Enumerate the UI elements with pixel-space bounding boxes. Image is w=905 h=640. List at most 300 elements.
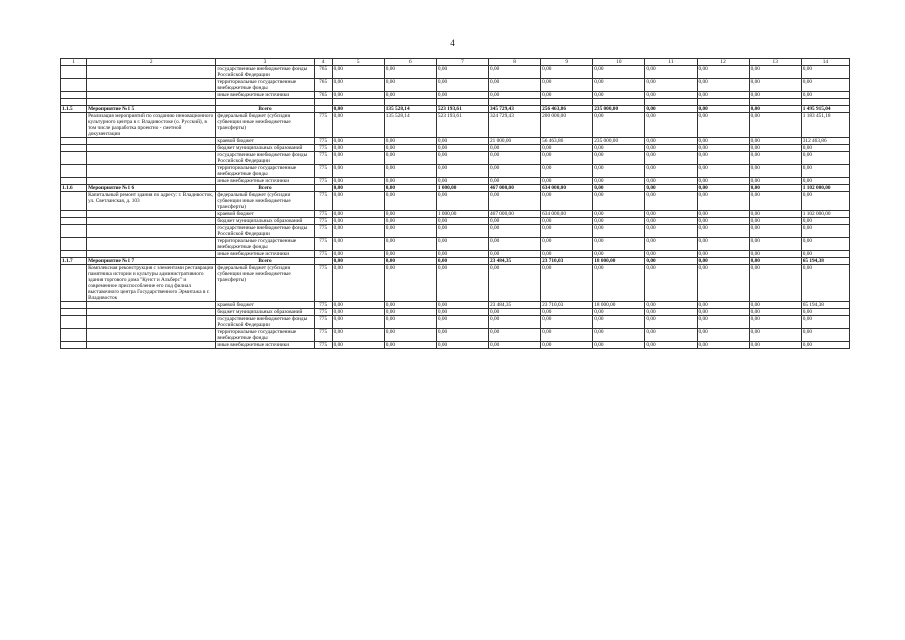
- empty-cell: [332, 99, 384, 106]
- amount-cell: 0,00: [801, 66, 849, 79]
- amount-cell: 0,00: [801, 238, 849, 251]
- amount-cell: 0,00: [749, 225, 801, 238]
- item-number-cell: [61, 309, 87, 316]
- amount-cell: 0,00: [593, 309, 645, 316]
- amount-cell: 0,00: [384, 302, 436, 309]
- item-number-cell: [61, 192, 87, 211]
- amount-cell: 0,00: [384, 211, 436, 218]
- total-row: [61, 185, 850, 192]
- amount-cell: 0,00: [541, 192, 593, 211]
- amount-cell: 0,00: [436, 238, 488, 251]
- amount-cell: 0,00: [332, 329, 384, 342]
- table-row: [61, 225, 850, 238]
- item-name-cell: [87, 342, 216, 349]
- executor-code-cell: 765: [314, 79, 332, 92]
- amount-cell: 0,00: [593, 211, 645, 218]
- amount-cell: 135 528,14: [384, 113, 436, 138]
- item-number-cell: [61, 251, 87, 258]
- item-number-cell: [61, 92, 87, 99]
- executor-code-cell: 775: [314, 329, 332, 342]
- item-number-cell: [61, 211, 87, 218]
- funding-source-cell: федеральный бюджет (субсидии субвенции иные межбюджетные трансферты): [216, 192, 314, 211]
- amount-cell: 0,00: [801, 225, 849, 238]
- amount-cell: 0,00: [436, 178, 488, 185]
- amount-cell: 0,00: [593, 192, 645, 211]
- spacer-row: [61, 99, 850, 106]
- table-row: [61, 113, 850, 138]
- funding-source-cell: федеральный бюджет (субсидии субвенции иные межбюджетные трансферты): [216, 265, 314, 302]
- amount-cell: 0,00: [332, 145, 384, 152]
- amount-cell: 0,00: [697, 178, 749, 185]
- amount-cell: 0,00: [749, 178, 801, 185]
- executor-code-cell: [314, 106, 332, 113]
- item-number-cell: [61, 302, 87, 309]
- amount-cell: 0,00: [801, 165, 849, 178]
- amount-cell: 0,00: [749, 92, 801, 99]
- item-number-cell: [61, 329, 87, 342]
- amount-cell: 1 102 000,00: [801, 211, 849, 218]
- table-row: [61, 316, 850, 329]
- amount-cell: 0,00: [436, 265, 488, 302]
- amount-cell: 0,00: [384, 79, 436, 92]
- funding-source-cell: иные внебюджетные источники: [216, 178, 314, 185]
- item-number-cell: [61, 265, 87, 302]
- amount-cell: 0,00: [749, 302, 801, 309]
- amount-cell: 0,00: [749, 316, 801, 329]
- funding-source-cell: государственные внебюджетные фонды Российской Федерации: [216, 316, 314, 329]
- amount-cell: 0,00: [332, 165, 384, 178]
- empty-cell: [436, 99, 488, 106]
- amount-cell: 0,00: [384, 265, 436, 302]
- amount-cell: 235 000,00: [593, 106, 645, 113]
- amount-cell: 23 484,35: [489, 302, 541, 309]
- table-row: [61, 138, 850, 145]
- amount-cell: 0,00: [332, 238, 384, 251]
- amount-cell: 0,00: [489, 329, 541, 342]
- item-number-cell: 1.1.6: [61, 185, 87, 192]
- column-header-12: 12: [697, 59, 749, 66]
- amount-cell: 0,00: [541, 145, 593, 152]
- amount-cell: 0,00: [541, 79, 593, 92]
- amount-cell: 0,00: [801, 178, 849, 185]
- amount-cell: 0,00: [593, 329, 645, 342]
- table-row: [61, 145, 850, 152]
- amount-cell: 0,00: [436, 218, 488, 225]
- item-number-cell: [61, 79, 87, 92]
- executor-code-cell: 765: [314, 92, 332, 99]
- amount-cell: 0,00: [332, 192, 384, 211]
- amount-cell: 0,00: [541, 92, 593, 99]
- amount-cell: 0,00: [645, 178, 697, 185]
- budget-table: [60, 58, 850, 349]
- amount-cell: 0,00: [489, 192, 541, 211]
- item-name-cell: [87, 165, 216, 178]
- column-header-10: 10: [593, 59, 645, 66]
- funding-source-cell: бюджет муниципальных образований: [216, 309, 314, 316]
- item-name-cell: [87, 138, 216, 145]
- amount-cell: 0,00: [749, 192, 801, 211]
- amount-cell: 0,00: [749, 165, 801, 178]
- amount-cell: 0,00: [801, 218, 849, 225]
- funding-source-cell: государственные внебюджетные фонды Российской Федерации: [216, 152, 314, 165]
- amount-cell: 0,00: [436, 258, 488, 265]
- amount-cell: 0,00: [749, 106, 801, 113]
- amount-cell: 0,00: [436, 92, 488, 99]
- table-row: [61, 265, 850, 302]
- empty-cell: [801, 99, 849, 106]
- item-number-cell: 1.1.5: [61, 106, 87, 113]
- amount-cell: 0,00: [645, 211, 697, 218]
- funding-source-cell: территориальные государственные внебюджетные фонды: [216, 329, 314, 342]
- empty-cell: [645, 99, 697, 106]
- amount-cell: 0,00: [697, 113, 749, 138]
- table-row: [61, 238, 850, 251]
- funding-source-cell: краевой бюджет: [216, 211, 314, 218]
- amount-cell: 0,00: [332, 225, 384, 238]
- empty-cell: [314, 99, 332, 106]
- item-name-cell: Мероприятие №1 6: [87, 185, 216, 192]
- amount-cell: 0,00: [593, 178, 645, 185]
- item-number-cell: [61, 316, 87, 329]
- amount-cell: 0,00: [384, 251, 436, 258]
- amount-cell: 0,00: [645, 79, 697, 92]
- amount-cell: 0,00: [436, 251, 488, 258]
- amount-cell: 0,00: [332, 265, 384, 302]
- executor-code-cell: 775: [314, 251, 332, 258]
- amount-cell: 0,00: [749, 152, 801, 165]
- item-name-cell: [87, 218, 216, 225]
- table-row: [61, 302, 850, 309]
- amount-cell: 0,00: [436, 225, 488, 238]
- amount-cell: 0,00: [436, 165, 488, 178]
- column-header-5: 5: [332, 59, 384, 66]
- amount-cell: 0,00: [332, 178, 384, 185]
- amount-cell: 0,00: [332, 251, 384, 258]
- table-row: [61, 66, 850, 79]
- table-row: [61, 165, 850, 178]
- amount-cell: 0,00: [489, 178, 541, 185]
- table-body: [61, 59, 850, 349]
- amount-cell: 0,00: [593, 265, 645, 302]
- amount-cell: 0,00: [801, 251, 849, 258]
- item-number-cell: [61, 178, 87, 185]
- amount-cell: 0,00: [436, 192, 488, 211]
- amount-cell: 0,00: [645, 258, 697, 265]
- amount-cell: 0,00: [332, 258, 384, 265]
- amount-cell: 0,00: [384, 309, 436, 316]
- amount-cell: 18 000,00: [593, 258, 645, 265]
- amount-cell: 0,00: [593, 152, 645, 165]
- funding-source-cell: Всего: [216, 185, 314, 192]
- amount-cell: 0,00: [749, 329, 801, 342]
- table-row: [61, 309, 850, 316]
- amount-cell: 0,00: [749, 185, 801, 192]
- item-name-cell: [87, 152, 216, 165]
- amount-cell: 0,00: [541, 218, 593, 225]
- amount-cell: 0,00: [436, 309, 488, 316]
- item-number-cell: [61, 165, 87, 178]
- amount-cell: 0,00: [593, 113, 645, 138]
- amount-cell: 0,00: [697, 342, 749, 349]
- amount-cell: 0,00: [384, 185, 436, 192]
- amount-cell: 0,00: [645, 185, 697, 192]
- funding-source-cell: иные внебюджетные источники: [216, 342, 314, 349]
- table-row: [61, 192, 850, 211]
- amount-cell: 0,00: [645, 218, 697, 225]
- amount-cell: 0,00: [541, 225, 593, 238]
- empty-cell: [489, 99, 541, 106]
- amount-cell: 0,00: [697, 316, 749, 329]
- amount-cell: 0,00: [384, 152, 436, 165]
- amount-cell: 0,00: [332, 79, 384, 92]
- table-row: [61, 218, 850, 225]
- amount-cell: 0,00: [489, 238, 541, 251]
- empty-cell: [216, 99, 314, 106]
- amount-cell: 0,00: [645, 66, 697, 79]
- table-row: [61, 92, 850, 99]
- amount-cell: 0,00: [489, 225, 541, 238]
- column-header-8: 8: [489, 59, 541, 66]
- amount-cell: 312 463,86: [801, 138, 849, 145]
- amount-cell: 0,00: [697, 218, 749, 225]
- amount-cell: 0,00: [489, 92, 541, 99]
- amount-cell: 0,00: [593, 251, 645, 258]
- item-name-cell: [87, 66, 216, 79]
- executor-code-cell: 775: [314, 316, 332, 329]
- amount-cell: 0,00: [541, 178, 593, 185]
- executor-code-cell: 775: [314, 165, 332, 178]
- column-number-header: [61, 59, 850, 66]
- amount-cell: 0,00: [645, 113, 697, 138]
- item-name-cell: [87, 309, 216, 316]
- amount-cell: 0,00: [749, 79, 801, 92]
- amount-cell: 0,00: [697, 66, 749, 79]
- amount-cell: 0,00: [332, 185, 384, 192]
- executor-code-cell: 775: [314, 138, 332, 145]
- amount-cell: 523 193,61: [436, 113, 488, 138]
- amount-cell: 0,00: [332, 138, 384, 145]
- item-name-cell: [87, 238, 216, 251]
- amount-cell: 1 000,00: [436, 211, 488, 218]
- amount-cell: 0,00: [645, 238, 697, 251]
- amount-cell: 0,00: [645, 106, 697, 113]
- amount-cell: 0,00: [541, 309, 593, 316]
- amount-cell: 0,00: [801, 79, 849, 92]
- item-name-cell: [87, 225, 216, 238]
- table-row: [61, 329, 850, 342]
- amount-cell: 0,00: [697, 106, 749, 113]
- funding-source-cell: федеральный бюджет (субсидии субвенции иные межбюджетные трансферты): [216, 113, 314, 138]
- amount-cell: 0,00: [645, 165, 697, 178]
- amount-cell: 0,00: [749, 238, 801, 251]
- amount-cell: 0,00: [645, 302, 697, 309]
- amount-cell: 200 000,00: [541, 113, 593, 138]
- amount-cell: 0,00: [645, 265, 697, 302]
- amount-cell: 0,00: [541, 329, 593, 342]
- executor-code-cell: 775: [314, 265, 332, 302]
- empty-cell: [749, 99, 801, 106]
- amount-cell: 0,00: [801, 265, 849, 302]
- amount-cell: 0,00: [384, 258, 436, 265]
- amount-cell: 324 729,43: [489, 113, 541, 138]
- amount-cell: 1 183 451,18: [801, 113, 849, 138]
- amount-cell: 256 463,86: [541, 106, 593, 113]
- amount-cell: 0,00: [332, 66, 384, 79]
- amount-cell: 0,00: [436, 316, 488, 329]
- amount-cell: 0,00: [436, 138, 488, 145]
- column-header-6: 6: [384, 59, 436, 66]
- amount-cell: 0,00: [697, 265, 749, 302]
- amount-cell: 0,00: [489, 145, 541, 152]
- amount-cell: 0,00: [645, 225, 697, 238]
- item-name-cell: [87, 251, 216, 258]
- column-header-11: 11: [645, 59, 697, 66]
- item-name-cell: Мероприятие №1 5: [87, 106, 216, 113]
- amount-cell: 0,00: [489, 218, 541, 225]
- column-header-2: 2: [87, 59, 216, 66]
- funding-source-cell: бюджет муниципальных образований: [216, 218, 314, 225]
- amount-cell: 0,00: [332, 92, 384, 99]
- amount-cell: 235 000,00: [593, 138, 645, 145]
- amount-cell: 0,00: [384, 329, 436, 342]
- amount-cell: 0,00: [541, 265, 593, 302]
- amount-cell: 0,00: [384, 165, 436, 178]
- column-header-3: 3: [216, 59, 314, 66]
- amount-cell: 0,00: [332, 211, 384, 218]
- empty-cell: [593, 99, 645, 106]
- amount-cell: 0,00: [697, 145, 749, 152]
- amount-cell: 0,00: [645, 138, 697, 145]
- amount-cell: 0,00: [801, 192, 849, 211]
- amount-cell: 21 000,00: [489, 138, 541, 145]
- amount-cell: 0,00: [489, 265, 541, 302]
- amount-cell: 0,00: [801, 329, 849, 342]
- amount-cell: 0,00: [801, 342, 849, 349]
- amount-cell: 0,00: [384, 218, 436, 225]
- item-name-cell: Мероприятие №1 7: [87, 258, 216, 265]
- item-number-cell: [61, 225, 87, 238]
- amount-cell: 0,00: [489, 152, 541, 165]
- funding-source-cell: Всего: [216, 106, 314, 113]
- amount-cell: 0,00: [801, 145, 849, 152]
- total-row: [61, 106, 850, 113]
- table-row: [61, 79, 850, 92]
- item-name-cell: [87, 92, 216, 99]
- amount-cell: 0,00: [749, 66, 801, 79]
- item-number-cell: [61, 138, 87, 145]
- amount-cell: 0,00: [697, 329, 749, 342]
- amount-cell: 0,00: [749, 309, 801, 316]
- amount-cell: 0,00: [697, 302, 749, 309]
- amount-cell: 0,00: [593, 185, 645, 192]
- item-number-cell: [61, 238, 87, 251]
- amount-cell: 0,00: [332, 106, 384, 113]
- executor-code-cell: [314, 258, 332, 265]
- column-header-14: 14: [801, 59, 849, 66]
- amount-cell: 0,00: [541, 152, 593, 165]
- column-header-1: 1: [61, 59, 87, 66]
- funding-source-cell: краевой бюджет: [216, 138, 314, 145]
- amount-cell: 0,00: [489, 66, 541, 79]
- item-number-cell: [61, 218, 87, 225]
- amount-cell: 0,00: [801, 152, 849, 165]
- column-header-7: 7: [436, 59, 488, 66]
- page-number: 4: [450, 38, 455, 48]
- table-row: [61, 342, 850, 349]
- amount-cell: 0,00: [332, 152, 384, 165]
- column-header-4: 4: [314, 59, 332, 66]
- item-number-cell: [61, 113, 87, 138]
- amount-cell: 0,00: [645, 329, 697, 342]
- funding-source-cell: территориальные государственные внебюджетные фонды: [216, 238, 314, 251]
- funding-source-cell: Всего: [216, 258, 314, 265]
- amount-cell: 0,00: [801, 316, 849, 329]
- amount-cell: 0,00: [749, 218, 801, 225]
- amount-cell: 65 194,38: [801, 302, 849, 309]
- executor-code-cell: 775: [314, 342, 332, 349]
- amount-cell: 0,00: [489, 165, 541, 178]
- amount-cell: 634 000,00: [541, 185, 593, 192]
- amount-cell: 634 000,00: [541, 211, 593, 218]
- amount-cell: 0,00: [541, 316, 593, 329]
- empty-cell: [697, 99, 749, 106]
- amount-cell: 56 463,86: [541, 138, 593, 145]
- executor-code-cell: 775: [314, 211, 332, 218]
- amount-cell: 0,00: [697, 309, 749, 316]
- amount-cell: 0,00: [593, 145, 645, 152]
- empty-cell: [87, 99, 216, 106]
- amount-cell: 0,00: [749, 342, 801, 349]
- table-row: [61, 178, 850, 185]
- empty-cell: [384, 99, 436, 106]
- amount-cell: 467 000,00: [489, 185, 541, 192]
- amount-cell: 0,00: [332, 218, 384, 225]
- amount-cell: 0,00: [749, 145, 801, 152]
- amount-cell: 345 729,43: [489, 106, 541, 113]
- item-name-cell: Комплексная реконструкция с элементами реставрации памятника истории и культуры административного здания торгового дома "Кунст и Альберс" и современное приспособление его под филиал выставочного центра Государственного Эрмитажа в г. Владивосток: [87, 265, 216, 302]
- amount-cell: 23 710,03: [541, 302, 593, 309]
- item-name-cell: [87, 79, 216, 92]
- item-name-cell: [87, 145, 216, 152]
- amount-cell: 0,00: [697, 238, 749, 251]
- total-row: [61, 258, 850, 265]
- item-number-cell: [61, 66, 87, 79]
- amount-cell: 0,00: [697, 211, 749, 218]
- amount-cell: 0,00: [645, 251, 697, 258]
- amount-cell: 0,00: [593, 66, 645, 79]
- amount-cell: 523 193,61: [436, 106, 488, 113]
- amount-cell: 0,00: [332, 342, 384, 349]
- executor-code-cell: 765: [314, 66, 332, 79]
- amount-cell: 0,00: [384, 225, 436, 238]
- amount-cell: 0,00: [801, 92, 849, 99]
- amount-cell: 0,00: [749, 258, 801, 265]
- amount-cell: 0,00: [384, 192, 436, 211]
- item-number-cell: [61, 152, 87, 165]
- executor-code-cell: [314, 185, 332, 192]
- amount-cell: 0,00: [436, 145, 488, 152]
- amount-cell: 0,00: [697, 251, 749, 258]
- amount-cell: 0,00: [436, 342, 488, 349]
- empty-cell: [541, 99, 593, 106]
- item-name-cell: Капитальный ремонт здания по адресу: г. Владивосток, ул. Светланская, д. 103: [87, 192, 216, 211]
- executor-code-cell: 775: [314, 145, 332, 152]
- amount-cell: 0,00: [593, 238, 645, 251]
- amount-cell: 0,00: [436, 329, 488, 342]
- amount-cell: 1 000,00: [436, 185, 488, 192]
- amount-cell: 467 000,00: [489, 211, 541, 218]
- funding-source-cell: государственные внебюджетные фонды Российской Федерации: [216, 66, 314, 79]
